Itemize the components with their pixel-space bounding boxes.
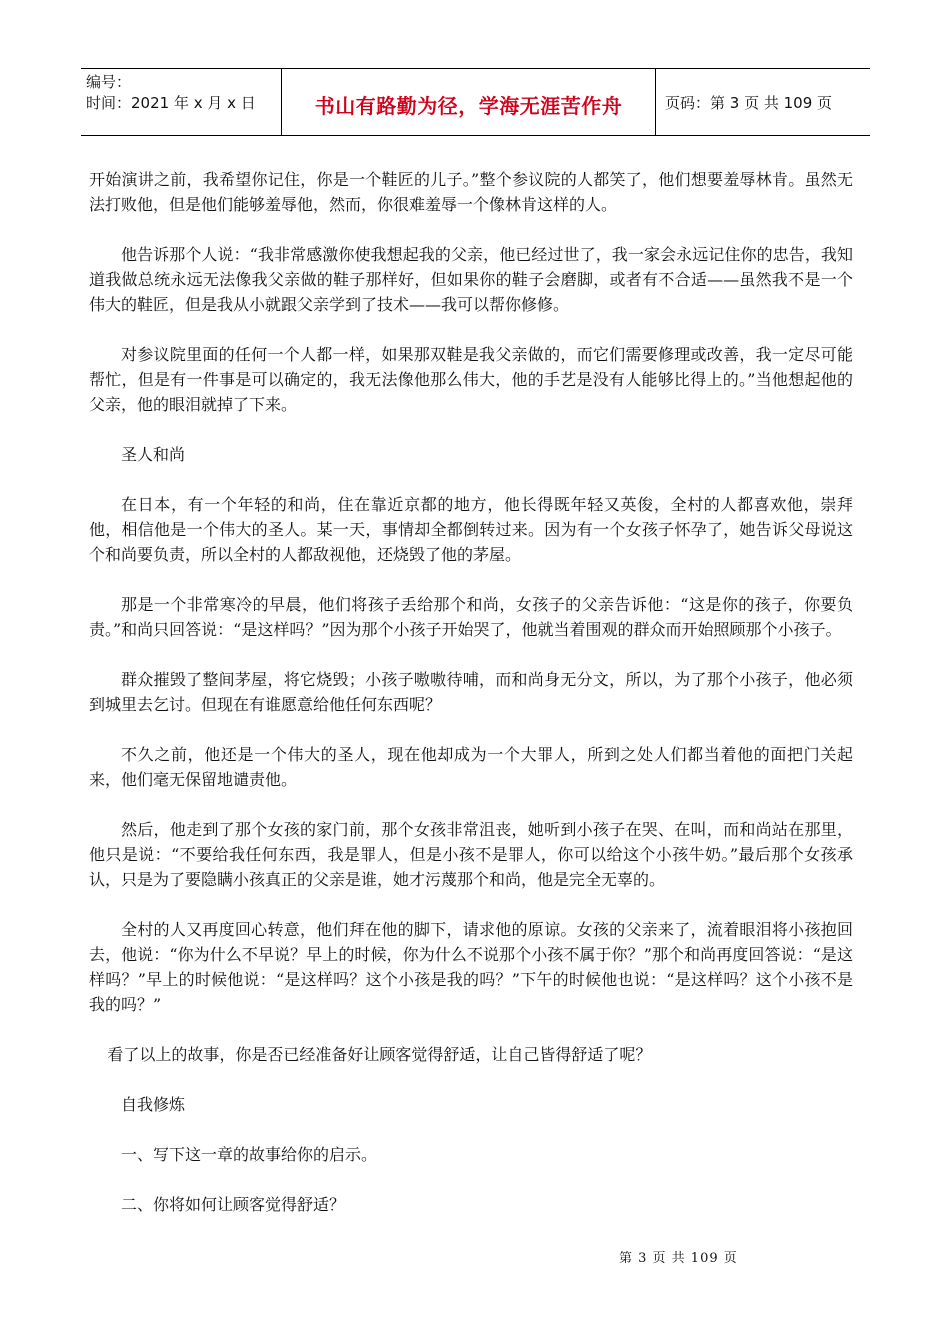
document-number-label: 编号： — [86, 73, 132, 91]
document-date: 时间：2021 年 x 月 x 日 — [86, 94, 256, 112]
header-table — [81, 68, 870, 136]
header-motto: 书山有路勤为径，学海无涯苦作舟 — [314, 93, 623, 118]
header-page-number: 页码：第 3 页 共 109 页 — [665, 93, 833, 112]
section-heading: 圣人和尚 — [121, 445, 186, 464]
body-paragraph: 那是一个非常寒冷的早晨，他们将孩子丢给那个和尚，女孩子的父亲告诉他：“这是你的孩子，你要负责。”和尚只回答说：“是这样吗？”因为那个小孩子开始哭了，他就当着围观的群众而开始照顾那个小孩子。 — [89, 595, 853, 639]
exercise-item: 一、写下这一章的故事给你的启示。 — [121, 1145, 378, 1164]
section-heading: 自我修炼 — [121, 1095, 186, 1114]
body-paragraph: 开始演讲之前，我希望你记住，你是一个鞋匠的儿子。”整个参议院的人都笑了，他们想要羞辱林肯。虽然无法打败他，但是他们能够羞辱他，然而，你很难羞辱一个像林肯这样的人。 — [89, 170, 853, 214]
body-paragraph: 群众摧毁了整间茅屋，将它烧毁；小孩子嗷嗷待哺，而和尚身无分文，所以，为了那个小孩子，他必须到城里去乞讨。但现在有谁愿意给他任何东西呢？ — [89, 670, 853, 714]
body-paragraph: 看了以上的故事，你是否已经准备好让顾客觉得舒适，让自己皆得舒适了呢？ — [107, 1045, 652, 1064]
body-paragraph: 他告诉那个人说：“我非常感激你使我想起我的父亲，他已经过世了，我一家会永远记住你的忠告，我知道我做总统永远无法像我父亲做的鞋子那样好，但如果你的鞋子会磨脚，或者有不合适——虽然我不是一个伟大的鞋匠，但是我从小就跟父亲学到了技术——我可以帮你修修。 — [89, 245, 853, 314]
header-meta-cell — [81, 69, 282, 135]
body-paragraph: 然后，他走到了那个女孩的家门前，那个女孩非常沮丧，她听到小孩子在哭、在叫，而和尚站在那里，他只是说：“不要给我任何东西，我是罪人，但是小孩不是罪人，你可以给这个小孩牛奶。”最后那个女孩承认，只是为了要隐瞒小孩真正的父亲是谁，她才污蔑那个和尚，他是完全无辜的。 — [89, 820, 853, 889]
body-paragraph: 全村的人又再度回心转意，他们拜在他的脚下，请求他的原谅。女孩的父亲来了，流着眼泪将小孩抱回去，他说：“你为什么不早说？早上的时候，你为什么不说那个小孩不属于你？”那个和尚再度回答说：“是这样吗？”早上的时候他说：“是这样吗？这个小孩是我的吗？”下午的时候他也说：“是这样吗？这个小孩不是我的吗？” — [89, 920, 853, 1014]
footer-page-number: 第 3 页 共 109 页 — [619, 1251, 738, 1266]
body-paragraph: 对参议院里面的任何一个人都一样，如果那双鞋是我父亲做的，而它们需要修理或改善，我一定尽可能帮忙，但是有一件事是可以确定的，我无法像他那么伟大，他的手艺是没有人能够比得上的。”当他想起他的父亲，他的眼泪就掉了下来。 — [89, 345, 853, 414]
document-body — [89, 167, 853, 1242]
header-page-cell — [656, 69, 870, 135]
header-motto-cell — [282, 69, 656, 135]
body-paragraph: 在日本，有一个年轻的和尚，住在靠近京都的地方，他长得既年轻又英俊，全村的人都喜欢他，崇拜他，相信他是一个伟大的圣人。某一天，事情却全都倒转过来。因为有一个女孩子怀孕了，她告诉父母说这个和尚要负责，所以全村的人都敌视他，还烧毁了他的茅屋。 — [89, 495, 853, 564]
body-paragraph: 不久之前，他还是一个伟大的圣人，现在他却成为一个大罪人，所到之处人们都当着他的面把门关起来，他们毫无保留地谴责他。 — [89, 745, 853, 789]
exercise-item: 二、你将如何让顾客觉得舒适？ — [121, 1195, 346, 1214]
